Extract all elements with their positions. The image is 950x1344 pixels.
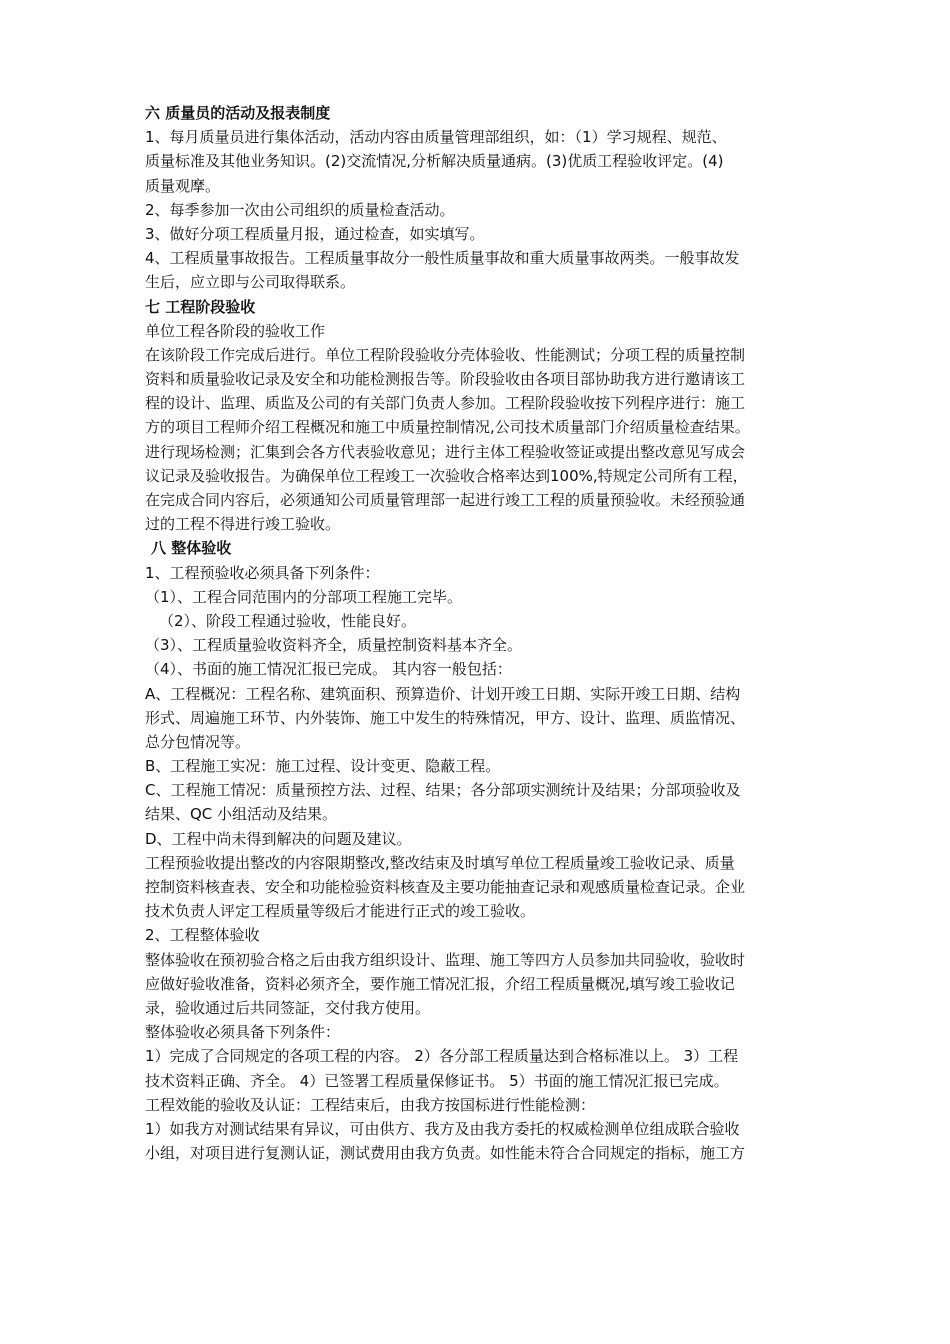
text-line: C、工程施工情况：质量预控方法、过程、结果；各分部项实测统计及结果；分部项验收及 [145, 781, 741, 800]
text-line: 形式、周遍施工环节、内外装饰、施工中发生的特殊情况，甲方、设计、监理、质监情况、 [145, 708, 746, 727]
text-line: 在完成合同内容后，必须通知公司质量管理部一起进行竣工工程的质量预验收。未经预验通 [145, 491, 746, 509]
section-heading: 七 工程阶段验收 [145, 297, 256, 316]
text-line: 技术负责人评定工程质量等级后才能进行正式的竣工验收。 [145, 902, 536, 921]
text-line: 方的项目工程师介绍工程概况和施工中质量控制情况,公司技术质量部门介绍质量检查结果。 [145, 418, 750, 437]
text-line: 1、每月质量员进行集体活动，活动内容由质量管理部组织，如：（1）学习规程、规范、 [145, 128, 727, 147]
text-line: （4）、书面的施工情况汇报已完成。 其内容一般包括： [145, 660, 512, 679]
text-line: 单位工程各阶段的验收工作 [145, 321, 326, 340]
text-line: 录，验收通过后共同签証，交付我方使用。 [145, 998, 431, 1017]
text-line: 小组，对项目进行复测认证，测试费用由我方负责。如性能未符合合同规定的指标，施工方 [145, 1144, 746, 1163]
text-line: 过的工程不得进行竣工验收。 [145, 515, 341, 534]
text-line: 技术资料正确、齐全。 4）已签署工程质量保修证书。 5）书面的施工情况汇报已完成。 [145, 1071, 729, 1090]
text-line: 应做好验收准备，资料必须齐全，要作施工情况汇报，介绍工程质量概况,填写竣工验收记 [145, 974, 735, 993]
text-line: （3）、工程质量验收资料齐全，质量控制资料基本齐全。 [145, 636, 523, 655]
text-line: B、工程施工实况：施工过程、设计变更、隐蔽工程。 [145, 757, 501, 776]
text-line: 在该阶段工作完成后进行。单位工程阶段验收分壳体验收、性能测试；分项工程的质量控制 [145, 345, 746, 364]
text-line: 结果、QC 小组活动及结果。 [145, 805, 338, 824]
text-line: 质量观摩。 [145, 176, 221, 195]
text-line: 程的设计、监理、质监及公司的有关部门负责人参加。工程阶段验收按下列程序进行：施工 [145, 394, 746, 413]
text-line: 1）如我方对测试结果有异议，可由供方、我方及由我方委托的权威检测单位组成联合验收 [145, 1119, 740, 1138]
text-line: 1、工程预验收必须具备下列条件： [145, 563, 380, 582]
text-line: D、工程中尚未得到解决的问题及建议。 [145, 829, 412, 848]
text-line: （1）、工程合同范围内的分部项工程施工完毕。 [145, 587, 463, 606]
text-line: A、工程概况：工程名称、建筑面积、预算造价、计划开竣工日期、实际开竣工日期、结构 [145, 684, 741, 703]
section-heading: 六 质量员的活动及报表制度 [145, 104, 331, 122]
text-line: 4、工程质量事故报告。工程质量事故分一般性质量事故和重大质量事故两类。一般事故发 [145, 249, 740, 268]
text-line: 工程预验收提出整改的内容限期整改,整改结束及时填写单位工程质量竣工验收记录、质量 [145, 853, 735, 872]
text-line: 工程效能的验收及认证：工程结束后，由我方按国标进行性能检测： [145, 1095, 596, 1114]
text-line: 资料和质量验收记录及安全和功能检测报告等。阶段验收由各项目部协助我方进行邀请该工 [145, 370, 746, 389]
text-line: 整体验收必须具备下列条件： [145, 1023, 341, 1042]
text-line: 2、每季参加一次由公司组织的质量检查活动。 [145, 200, 455, 219]
text-line: 质量标准及其他业务知识。(2)交流情况,分析解决质量通病。(3)优质工程验收评定。(4) [145, 152, 724, 171]
text-line: 生后，应立即与公司取得联系。 [145, 273, 356, 292]
section-heading: 八 整体验收 [151, 539, 232, 558]
document-page [145, 101, 825, 1165]
text-line: 2、工程整体验收 [145, 926, 260, 945]
text-line: 进行现场检测；汇集到会各方代表验收意见；进行主体工程验收签证或提出整改意见写成会 [145, 442, 746, 461]
text-line: 议记录及验收报告。为确保单位工程竣工一次验收合格率达到100%,特规定公司所有工程， [145, 466, 748, 485]
text-line: 整体验收在预初验合格之后由我方组织设计、监理、施工等四方人员参加共同验收，验收时 [145, 950, 746, 969]
text-line: 3、做好分项工程质量月报，通过检查，如实填写。 [145, 224, 485, 243]
text-line: （2）、阶段工程通过验收，性能良好。 [159, 611, 417, 630]
text-line: 控制资料核查表、安全和功能检验资料核查及主要功能抽查记录和观感质量检查记录。企业 [145, 878, 746, 896]
text-line: 1）完成了合同规定的各项工程的内容。 2）各分部工程质量达到合格标准以上。 3）工程 [145, 1047, 739, 1066]
text-line: 总分包情况等。 [145, 732, 251, 751]
